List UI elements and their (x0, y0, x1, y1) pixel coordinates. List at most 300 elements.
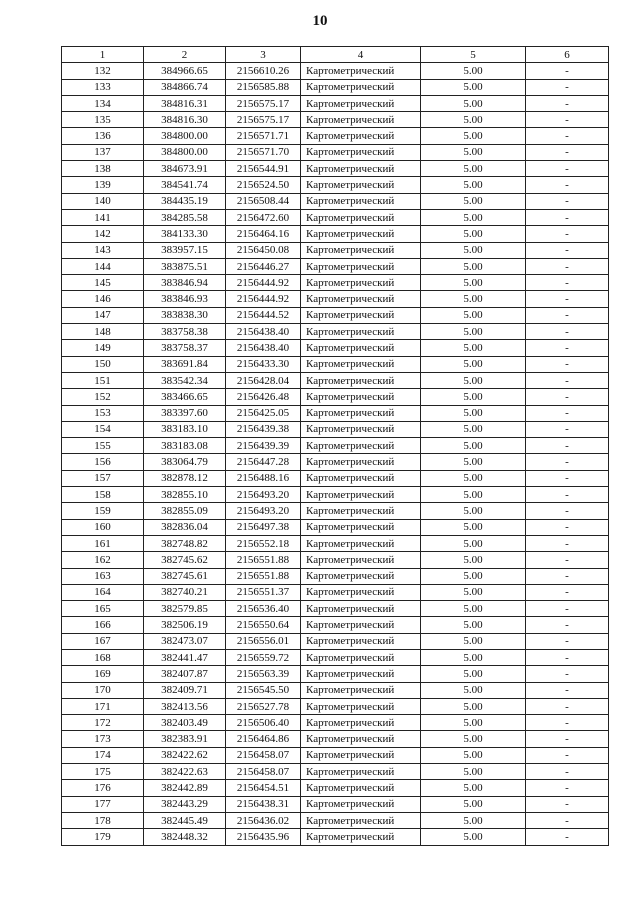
x-coordinate-cell: 382422.63 (144, 764, 226, 780)
note-cell: - (526, 144, 609, 160)
note-cell: - (526, 633, 609, 649)
y-coordinate-cell: 2156436.02 (226, 812, 301, 828)
accuracy-cell: 5.00 (421, 829, 526, 845)
table-row (62, 112, 609, 128)
accuracy-cell: 5.00 (421, 79, 526, 95)
note-cell: - (526, 128, 609, 144)
accuracy-cell: 5.00 (421, 356, 526, 372)
method-cell: Картометрический (301, 617, 421, 633)
note-cell: - (526, 682, 609, 698)
table-row (62, 747, 609, 763)
accuracy-cell: 5.00 (421, 584, 526, 600)
note-cell: - (526, 291, 609, 307)
point-number-cell: 138 (62, 161, 144, 177)
table-row (62, 796, 609, 812)
note-cell: - (526, 552, 609, 568)
table-row (62, 63, 609, 79)
x-coordinate-cell: 383183.08 (144, 438, 226, 454)
method-cell: Картометрический (301, 128, 421, 144)
table-row (62, 405, 609, 421)
method-cell: Картометрический (301, 275, 421, 291)
point-number-cell: 137 (62, 144, 144, 160)
table-row (62, 584, 609, 600)
note-cell: - (526, 698, 609, 714)
accuracy-cell: 5.00 (421, 242, 526, 258)
point-number-cell: 169 (62, 666, 144, 682)
point-number-cell: 139 (62, 177, 144, 193)
point-number-cell: 154 (62, 421, 144, 437)
method-cell: Картометрический (301, 568, 421, 584)
accuracy-cell: 5.00 (421, 633, 526, 649)
accuracy-cell: 5.00 (421, 731, 526, 747)
method-cell: Картометрический (301, 209, 421, 225)
y-coordinate-cell: 2156508.44 (226, 193, 301, 209)
x-coordinate-cell: 383758.38 (144, 324, 226, 340)
y-coordinate-cell: 2156439.38 (226, 421, 301, 437)
method-cell: Картометрический (301, 242, 421, 258)
x-coordinate-cell: 382579.85 (144, 601, 226, 617)
method-cell: Картометрический (301, 682, 421, 698)
x-coordinate-cell: 384673.91 (144, 161, 226, 177)
note-cell: - (526, 226, 609, 242)
table-row (62, 209, 609, 225)
note-cell: - (526, 666, 609, 682)
y-coordinate-cell: 2156446.27 (226, 258, 301, 274)
table-row (62, 552, 609, 568)
x-coordinate-cell: 382748.82 (144, 535, 226, 551)
point-number-cell: 179 (62, 829, 144, 845)
x-coordinate-cell: 382442.89 (144, 780, 226, 796)
column-header: 2 (144, 47, 226, 63)
y-coordinate-cell: 2156493.20 (226, 503, 301, 519)
accuracy-cell: 5.00 (421, 307, 526, 323)
note-cell: - (526, 649, 609, 665)
column-header: 6 (526, 47, 609, 63)
point-number-cell: 171 (62, 698, 144, 714)
note-cell: - (526, 405, 609, 421)
y-coordinate-cell: 2156544.91 (226, 161, 301, 177)
table-row (62, 340, 609, 356)
method-cell: Картометрический (301, 796, 421, 812)
accuracy-cell: 5.00 (421, 649, 526, 665)
note-cell: - (526, 193, 609, 209)
accuracy-cell: 5.00 (421, 601, 526, 617)
table-row (62, 258, 609, 274)
y-coordinate-cell: 2156425.05 (226, 405, 301, 421)
note-cell: - (526, 356, 609, 372)
point-number-cell: 136 (62, 128, 144, 144)
point-number-cell: 153 (62, 405, 144, 421)
y-coordinate-cell: 2156527.78 (226, 698, 301, 714)
y-coordinate-cell: 2156545.50 (226, 682, 301, 698)
accuracy-cell: 5.00 (421, 275, 526, 291)
table-row (62, 356, 609, 372)
note-cell: - (526, 617, 609, 633)
method-cell: Картометрический (301, 747, 421, 763)
table-row (62, 421, 609, 437)
x-coordinate-cell: 382448.32 (144, 829, 226, 845)
x-coordinate-cell: 382383.91 (144, 731, 226, 747)
x-coordinate-cell: 382473.07 (144, 633, 226, 649)
accuracy-cell: 5.00 (421, 780, 526, 796)
point-number-cell: 156 (62, 454, 144, 470)
point-number-cell: 168 (62, 649, 144, 665)
y-coordinate-cell: 2156552.18 (226, 535, 301, 551)
y-coordinate-cell: 2156444.92 (226, 275, 301, 291)
table-row (62, 438, 609, 454)
point-number-cell: 160 (62, 519, 144, 535)
method-cell: Картометрический (301, 193, 421, 209)
column-header: 5 (421, 47, 526, 63)
table-row (62, 144, 609, 160)
x-coordinate-cell: 383758.37 (144, 340, 226, 356)
point-number-cell: 164 (62, 584, 144, 600)
method-cell: Картометрический (301, 389, 421, 405)
accuracy-cell: 5.00 (421, 617, 526, 633)
method-cell: Картометрический (301, 731, 421, 747)
accuracy-cell: 5.00 (421, 372, 526, 388)
table-row (62, 503, 609, 519)
accuracy-cell: 5.00 (421, 438, 526, 454)
accuracy-cell: 5.00 (421, 193, 526, 209)
point-number-cell: 133 (62, 79, 144, 95)
point-number-cell: 157 (62, 470, 144, 486)
y-coordinate-cell: 2156556.01 (226, 633, 301, 649)
point-number-cell: 145 (62, 275, 144, 291)
table-row (62, 617, 609, 633)
point-number-cell: 140 (62, 193, 144, 209)
accuracy-cell: 5.00 (421, 535, 526, 551)
table-header-row (62, 47, 609, 63)
point-number-cell: 150 (62, 356, 144, 372)
method-cell: Картометрический (301, 666, 421, 682)
point-number-cell: 132 (62, 63, 144, 79)
point-number-cell: 142 (62, 226, 144, 242)
y-coordinate-cell: 2156575.17 (226, 112, 301, 128)
accuracy-cell: 5.00 (421, 698, 526, 714)
point-number-cell: 143 (62, 242, 144, 258)
x-coordinate-cell: 384800.00 (144, 128, 226, 144)
point-number-cell: 147 (62, 307, 144, 323)
point-number-cell: 173 (62, 731, 144, 747)
point-number-cell: 175 (62, 764, 144, 780)
y-coordinate-cell: 2156585.88 (226, 79, 301, 95)
method-cell: Картометрический (301, 340, 421, 356)
method-cell: Картометрический (301, 438, 421, 454)
x-coordinate-cell: 384133.30 (144, 226, 226, 242)
y-coordinate-cell: 2156464.16 (226, 226, 301, 242)
accuracy-cell: 5.00 (421, 421, 526, 437)
note-cell: - (526, 177, 609, 193)
accuracy-cell: 5.00 (421, 177, 526, 193)
point-number-cell: 176 (62, 780, 144, 796)
accuracy-cell: 5.00 (421, 63, 526, 79)
method-cell: Картометрический (301, 633, 421, 649)
table-row (62, 682, 609, 698)
x-coordinate-cell: 382855.09 (144, 503, 226, 519)
accuracy-cell: 5.00 (421, 112, 526, 128)
method-cell: Картометрический (301, 535, 421, 551)
column-header: 3 (226, 47, 301, 63)
y-coordinate-cell: 2156472.60 (226, 209, 301, 225)
y-coordinate-cell: 2156447.28 (226, 454, 301, 470)
x-coordinate-cell: 382836.04 (144, 519, 226, 535)
y-coordinate-cell: 2156438.40 (226, 324, 301, 340)
x-coordinate-cell: 382506.19 (144, 617, 226, 633)
x-coordinate-cell: 384816.30 (144, 112, 226, 128)
column-header: 1 (62, 47, 144, 63)
accuracy-cell: 5.00 (421, 324, 526, 340)
note-cell: - (526, 535, 609, 551)
point-number-cell: 141 (62, 209, 144, 225)
x-coordinate-cell: 383838.30 (144, 307, 226, 323)
accuracy-cell: 5.00 (421, 503, 526, 519)
method-cell: Картометрический (301, 454, 421, 470)
method-cell: Картометрический (301, 324, 421, 340)
accuracy-cell: 5.00 (421, 682, 526, 698)
y-coordinate-cell: 2156439.39 (226, 438, 301, 454)
table-row (62, 372, 609, 388)
accuracy-cell: 5.00 (421, 389, 526, 405)
x-coordinate-cell: 383183.10 (144, 421, 226, 437)
table-row (62, 128, 609, 144)
x-coordinate-cell: 382443.29 (144, 796, 226, 812)
y-coordinate-cell: 2156551.37 (226, 584, 301, 600)
method-cell: Картометрический (301, 698, 421, 714)
y-coordinate-cell: 2156458.07 (226, 747, 301, 763)
table-row (62, 291, 609, 307)
table-row (62, 95, 609, 111)
table-row (62, 454, 609, 470)
note-cell: - (526, 747, 609, 763)
table-row (62, 698, 609, 714)
note-cell: - (526, 764, 609, 780)
x-coordinate-cell: 382740.21 (144, 584, 226, 600)
table-row (62, 649, 609, 665)
method-cell: Картометрический (301, 144, 421, 160)
note-cell: - (526, 112, 609, 128)
table-row (62, 601, 609, 617)
accuracy-cell: 5.00 (421, 291, 526, 307)
point-number-cell: 174 (62, 747, 144, 763)
note-cell: - (526, 161, 609, 177)
note-cell: - (526, 63, 609, 79)
accuracy-cell: 5.00 (421, 487, 526, 503)
y-coordinate-cell: 2156497.38 (226, 519, 301, 535)
method-cell: Картометрический (301, 405, 421, 421)
x-coordinate-cell: 382409.71 (144, 682, 226, 698)
accuracy-cell: 5.00 (421, 405, 526, 421)
method-cell: Картометрический (301, 421, 421, 437)
point-number-cell: 166 (62, 617, 144, 633)
method-cell: Картометрический (301, 649, 421, 665)
x-coordinate-cell: 384435.19 (144, 193, 226, 209)
point-number-cell: 158 (62, 487, 144, 503)
note-cell: - (526, 438, 609, 454)
table-row (62, 177, 609, 193)
note-cell: - (526, 519, 609, 535)
note-cell: - (526, 242, 609, 258)
point-number-cell: 161 (62, 535, 144, 551)
method-cell: Картометрический (301, 715, 421, 731)
method-cell: Картометрический (301, 226, 421, 242)
accuracy-cell: 5.00 (421, 568, 526, 584)
y-coordinate-cell: 2156444.52 (226, 307, 301, 323)
note-cell: - (526, 470, 609, 486)
x-coordinate-cell: 384816.31 (144, 95, 226, 111)
note-cell: - (526, 454, 609, 470)
note-cell: - (526, 568, 609, 584)
y-coordinate-cell: 2156559.72 (226, 649, 301, 665)
y-coordinate-cell: 2156433.30 (226, 356, 301, 372)
x-coordinate-cell: 384800.00 (144, 144, 226, 160)
x-coordinate-cell: 384541.74 (144, 177, 226, 193)
method-cell: Картометрический (301, 780, 421, 796)
note-cell: - (526, 95, 609, 111)
point-number-cell: 151 (62, 372, 144, 388)
point-number-cell: 134 (62, 95, 144, 111)
x-coordinate-cell: 382422.62 (144, 747, 226, 763)
accuracy-cell: 5.00 (421, 715, 526, 731)
x-coordinate-cell: 383542.34 (144, 372, 226, 388)
table-row (62, 715, 609, 731)
table-row (62, 666, 609, 682)
accuracy-cell: 5.00 (421, 95, 526, 111)
x-coordinate-cell: 383957.15 (144, 242, 226, 258)
method-cell: Картометрический (301, 291, 421, 307)
method-cell: Картометрический (301, 503, 421, 519)
table-row (62, 79, 609, 95)
point-number-cell: 135 (62, 112, 144, 128)
method-cell: Картометрический (301, 161, 421, 177)
note-cell: - (526, 79, 609, 95)
y-coordinate-cell: 2156610.26 (226, 63, 301, 79)
x-coordinate-cell: 384866.74 (144, 79, 226, 95)
x-coordinate-cell: 383064.79 (144, 454, 226, 470)
table-row (62, 470, 609, 486)
note-cell: - (526, 796, 609, 812)
table-row (62, 389, 609, 405)
accuracy-cell: 5.00 (421, 340, 526, 356)
table-row (62, 226, 609, 242)
y-coordinate-cell: 2156571.71 (226, 128, 301, 144)
page-number: 10 (312, 13, 328, 29)
table-row (62, 242, 609, 258)
accuracy-cell: 5.00 (421, 258, 526, 274)
point-number-cell: 162 (62, 552, 144, 568)
x-coordinate-cell: 382855.10 (144, 487, 226, 503)
table-row (62, 519, 609, 535)
note-cell: - (526, 389, 609, 405)
accuracy-cell: 5.00 (421, 454, 526, 470)
method-cell: Картометрический (301, 112, 421, 128)
method-cell: Картометрический (301, 487, 421, 503)
note-cell: - (526, 812, 609, 828)
x-coordinate-cell: 382878.12 (144, 470, 226, 486)
point-number-cell: 149 (62, 340, 144, 356)
y-coordinate-cell: 2156571.70 (226, 144, 301, 160)
coordinates-table (61, 46, 609, 846)
method-cell: Картометрический (301, 307, 421, 323)
note-cell: - (526, 584, 609, 600)
accuracy-cell: 5.00 (421, 747, 526, 763)
method-cell: Картометрический (301, 177, 421, 193)
note-cell: - (526, 340, 609, 356)
method-cell: Картометрический (301, 95, 421, 111)
y-coordinate-cell: 2156450.08 (226, 242, 301, 258)
accuracy-cell: 5.00 (421, 764, 526, 780)
note-cell: - (526, 829, 609, 845)
x-coordinate-cell: 384285.58 (144, 209, 226, 225)
table-row (62, 812, 609, 828)
note-cell: - (526, 731, 609, 747)
note-cell: - (526, 601, 609, 617)
method-cell: Картометрический (301, 258, 421, 274)
y-coordinate-cell: 2156493.20 (226, 487, 301, 503)
method-cell: Картометрический (301, 63, 421, 79)
x-coordinate-cell: 382441.47 (144, 649, 226, 665)
accuracy-cell: 5.00 (421, 226, 526, 242)
y-coordinate-cell: 2156550.64 (226, 617, 301, 633)
point-number-cell: 152 (62, 389, 144, 405)
accuracy-cell: 5.00 (421, 666, 526, 682)
x-coordinate-cell: 383397.60 (144, 405, 226, 421)
point-number-cell: 170 (62, 682, 144, 698)
x-coordinate-cell: 382745.62 (144, 552, 226, 568)
x-coordinate-cell: 382413.56 (144, 698, 226, 714)
point-number-cell: 146 (62, 291, 144, 307)
method-cell: Картометрический (301, 372, 421, 388)
table-row (62, 193, 609, 209)
x-coordinate-cell: 383466.65 (144, 389, 226, 405)
x-coordinate-cell: 384966.65 (144, 63, 226, 79)
x-coordinate-cell: 382407.87 (144, 666, 226, 682)
y-coordinate-cell: 2156551.88 (226, 552, 301, 568)
table-row (62, 161, 609, 177)
x-coordinate-cell: 383846.94 (144, 275, 226, 291)
table-row (62, 324, 609, 340)
method-cell: Картометрический (301, 519, 421, 535)
method-cell: Картометрический (301, 764, 421, 780)
y-coordinate-cell: 2156464.86 (226, 731, 301, 747)
point-number-cell: 172 (62, 715, 144, 731)
table-row (62, 764, 609, 780)
y-coordinate-cell: 2156524.50 (226, 177, 301, 193)
note-cell: - (526, 503, 609, 519)
note-cell: - (526, 275, 609, 291)
point-number-cell: 165 (62, 601, 144, 617)
accuracy-cell: 5.00 (421, 552, 526, 568)
note-cell: - (526, 715, 609, 731)
x-coordinate-cell: 382745.61 (144, 568, 226, 584)
point-number-cell: 163 (62, 568, 144, 584)
note-cell: - (526, 780, 609, 796)
table-row (62, 487, 609, 503)
note-cell: - (526, 487, 609, 503)
point-number-cell: 144 (62, 258, 144, 274)
point-number-cell: 178 (62, 812, 144, 828)
note-cell: - (526, 209, 609, 225)
note-cell: - (526, 324, 609, 340)
y-coordinate-cell: 2156563.39 (226, 666, 301, 682)
table-row (62, 568, 609, 584)
y-coordinate-cell: 2156426.48 (226, 389, 301, 405)
accuracy-cell: 5.00 (421, 519, 526, 535)
method-cell: Картометрический (301, 552, 421, 568)
y-coordinate-cell: 2156551.88 (226, 568, 301, 584)
x-coordinate-cell: 383875.51 (144, 258, 226, 274)
table-body (62, 63, 609, 845)
